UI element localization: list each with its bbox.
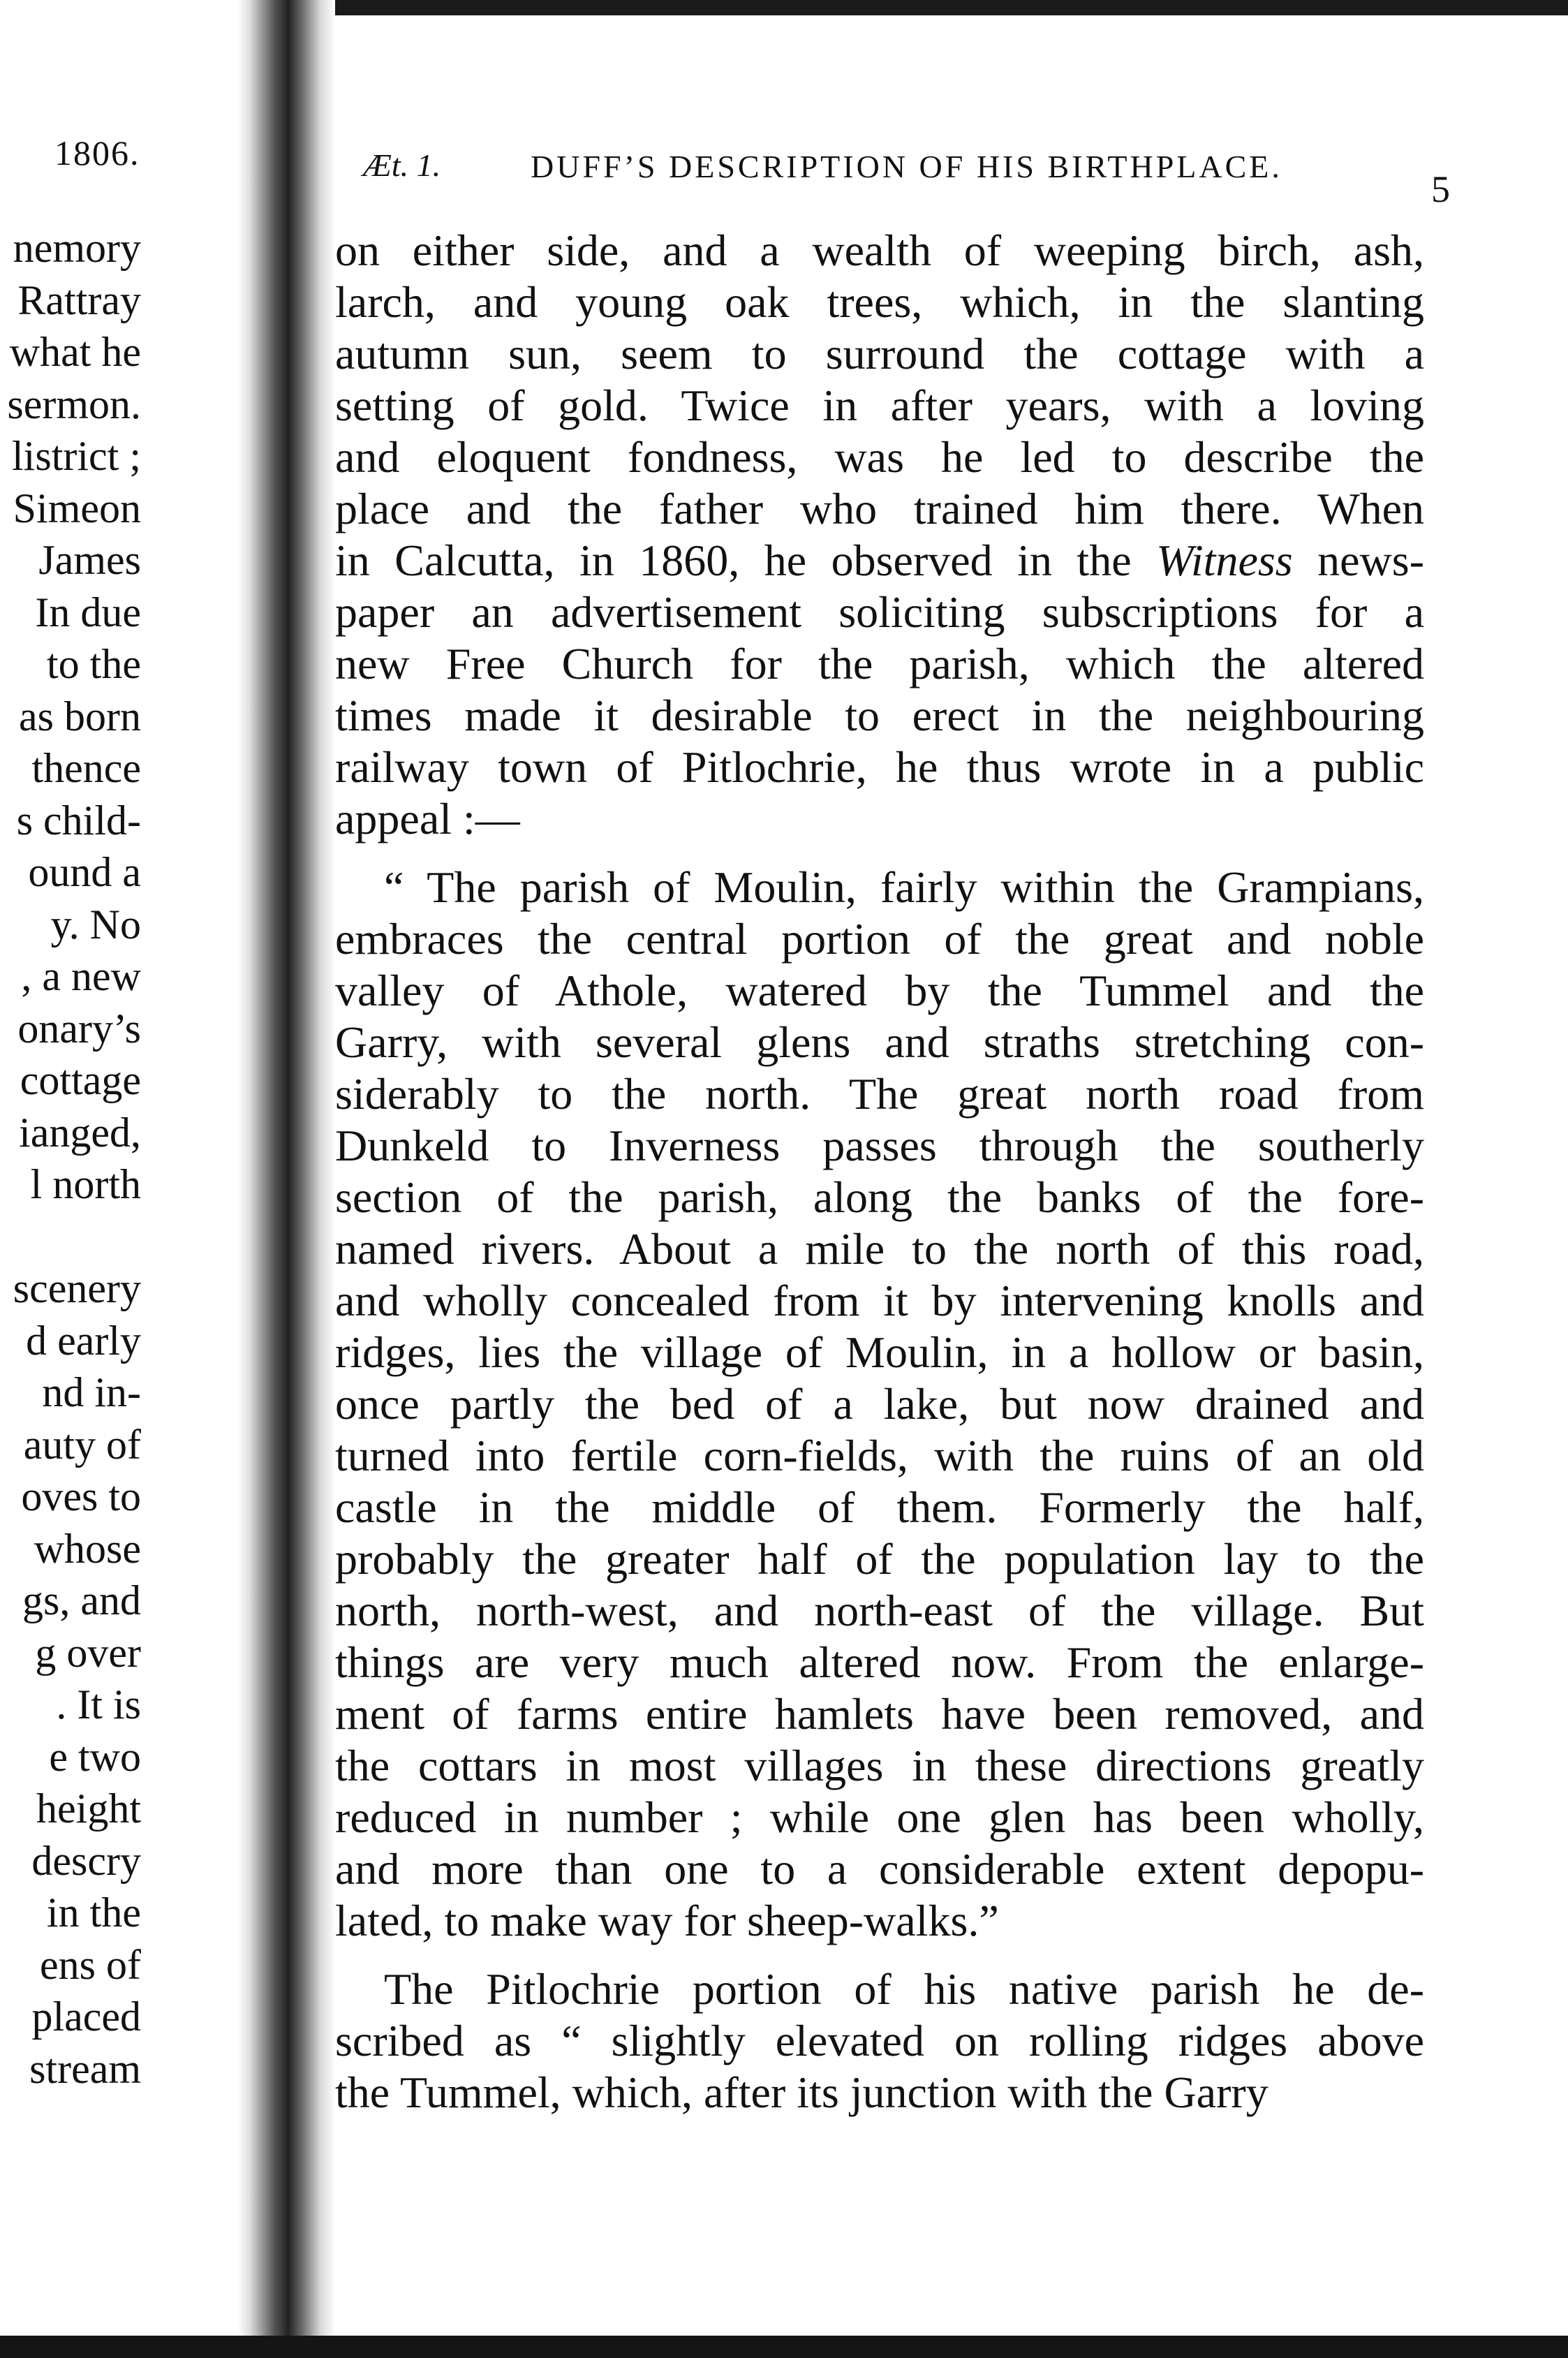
facing-page-line: ens of: [40, 1941, 141, 1988]
text-line: reduced in number ; while one glen has been wholly,: [335, 1792, 1424, 1842]
text-line: once partly the bed of a lake, but now drained and: [335, 1379, 1424, 1429]
facing-page-line: as born: [19, 693, 141, 739]
scan-bottom-edge: [0, 2336, 1568, 2358]
facing-page-line: in the: [47, 1889, 141, 1936]
facing-page-line: what he: [9, 329, 141, 375]
facing-page-line: James: [38, 537, 141, 583]
text-line: and wholly concealed from it by intervening knolls and: [335, 1276, 1424, 1325]
newspaper-title: Witness: [1156, 536, 1293, 585]
facing-page-line: descry: [31, 1837, 141, 1884]
text-line: probably the greater half of the population lay to the: [335, 1534, 1424, 1584]
facing-page-line: nd in-: [42, 1369, 141, 1415]
text-line: Garry, with several glens and straths stretching con-: [335, 1017, 1424, 1067]
facing-page-line: auty of: [23, 1421, 141, 1468]
facing-page-folio: 1806.: [54, 133, 140, 172]
facing-page-line: s child-: [16, 797, 141, 843]
facing-page-line: d early: [26, 1317, 141, 1364]
facing-page-line: stream: [29, 2045, 141, 2092]
book-gutter: [237, 0, 335, 2336]
page: [335, 0, 1568, 2336]
facing-page-line: Simeon: [13, 485, 141, 531]
running-header: [363, 140, 1452, 210]
facing-page-line: e two: [49, 1733, 141, 1780]
body-text: [335, 225, 1424, 2118]
paragraph-3: [335, 1963, 1424, 2118]
facing-page-line: oves to: [21, 1473, 141, 1519]
paragraph-1: [335, 225, 1424, 845]
text-line: castle in the middle of them. Formerly the half,: [335, 1482, 1424, 1532]
header-age: Æt. 1.: [363, 147, 441, 183]
facing-page-line: Rattray: [17, 277, 141, 323]
text-line: turned into fertile corn-fields, with the ruins of an old: [335, 1431, 1424, 1480]
page-number: 5: [1431, 168, 1452, 210]
text-line: named rivers. About a mile to the north of this road,: [335, 1224, 1424, 1274]
text-line: appeal :—: [335, 794, 520, 843]
text-line: place and the father who trained him there. When: [335, 484, 1424, 533]
text-line: paper an advertisement soliciting subscriptions for a: [335, 587, 1424, 637]
text-line: The Pitlochrie portion of his native parish he de-: [384, 1964, 1424, 2014]
facing-page-line: cottage: [20, 1057, 141, 1103]
facing-page-line: sermon.: [7, 381, 141, 427]
text-line: scribed as “ slightly elevated on rolling ridges above: [335, 2016, 1424, 2065]
text-line: on either side, and a wealth of weeping birch, ash,: [335, 226, 1424, 275]
text-line: north, north-west, and north-east of the village. But: [335, 1586, 1424, 1635]
facing-page-line: y. No: [50, 901, 141, 948]
text-line: times made it desirable to erect in the neighbouring: [335, 691, 1424, 740]
facing-page-line: placed: [31, 1994, 141, 2040]
facing-page-line: whose: [34, 1525, 141, 1572]
text-line: lated, to make way for sheep-walks.”: [335, 1896, 999, 1945]
text-line: valley of Athole, watered by the Tummel and the: [335, 966, 1424, 1015]
facing-page-line: l north: [30, 1161, 141, 1207]
facing-page-line: scenery: [13, 1265, 141, 1311]
header-title: DUFF’S DESCRIPTION OF HIS BIRTHPLACE.: [531, 149, 1282, 184]
paragraph-2: [335, 862, 1424, 1947]
text-line: larch, and young oak trees, which, in the slanting: [335, 277, 1424, 327]
text-line: siderably to the north. The great north road from: [335, 1069, 1424, 1119]
text-line: section of the parish, along the banks of the fore-: [335, 1172, 1424, 1222]
facing-page-line: thence: [31, 745, 141, 791]
text-line: and more than one to a considerable extent depopu-: [335, 1844, 1424, 1894]
text-line: in Calcutta, in 1860, he observed in the Witness news-: [335, 536, 1425, 585]
facing-page-line: ound a: [28, 849, 141, 895]
facing-page-line: listrict ;: [12, 433, 141, 479]
facing-page-line: [7, 1211, 141, 1263]
text-line: “ The parish of Moulin, fairly within the Grampians,: [384, 862, 1424, 912]
facing-page-line: height: [36, 1785, 141, 1832]
text-line: Dunkeld to Inverness passes through the southerly: [335, 1121, 1424, 1170]
text-line: autumn sun, seem to surround the cottage with a: [335, 329, 1424, 378]
facing-page-line: g over: [35, 1629, 141, 1676]
facing-page-text: [7, 222, 141, 2095]
text-line: the cottars in most villages in these directions greatly: [335, 1741, 1424, 1790]
facing-page: [0, 0, 237, 2336]
facing-page-line: ianged,: [19, 1109, 141, 1156]
text-line: ment of farms entire hamlets have been removed, and: [335, 1689, 1424, 1739]
text-line: the Tummel, which, after its junction with the Garry: [335, 2068, 1269, 2117]
facing-page-line: to the: [47, 641, 141, 687]
text-line: things are very much altered now. From the enlarge-: [335, 1637, 1424, 1687]
facing-page-line: nemory: [13, 225, 141, 271]
text-line: new Free Church for the parish, which the altered: [335, 639, 1424, 688]
text-line: and eloquent fondness, was he led to describe the: [335, 432, 1424, 482]
facing-page-line: . It is: [56, 1681, 141, 1727]
text-line: setting of gold. Twice in after years, with a loving: [335, 381, 1424, 430]
facing-page-line: , a new: [21, 953, 141, 999]
text-line: ridges, lies the village of Moulin, in a hollow or basin,: [335, 1327, 1424, 1377]
text-line: railway town of Pitlochrie, he thus wrote in a public: [335, 742, 1424, 792]
facing-page-line: In due: [35, 589, 141, 635]
text-line: embraces the central portion of the great and noble: [335, 914, 1424, 964]
facing-page-line: gs, and: [22, 1577, 141, 1623]
facing-page-line: onary’s: [17, 1005, 141, 1052]
